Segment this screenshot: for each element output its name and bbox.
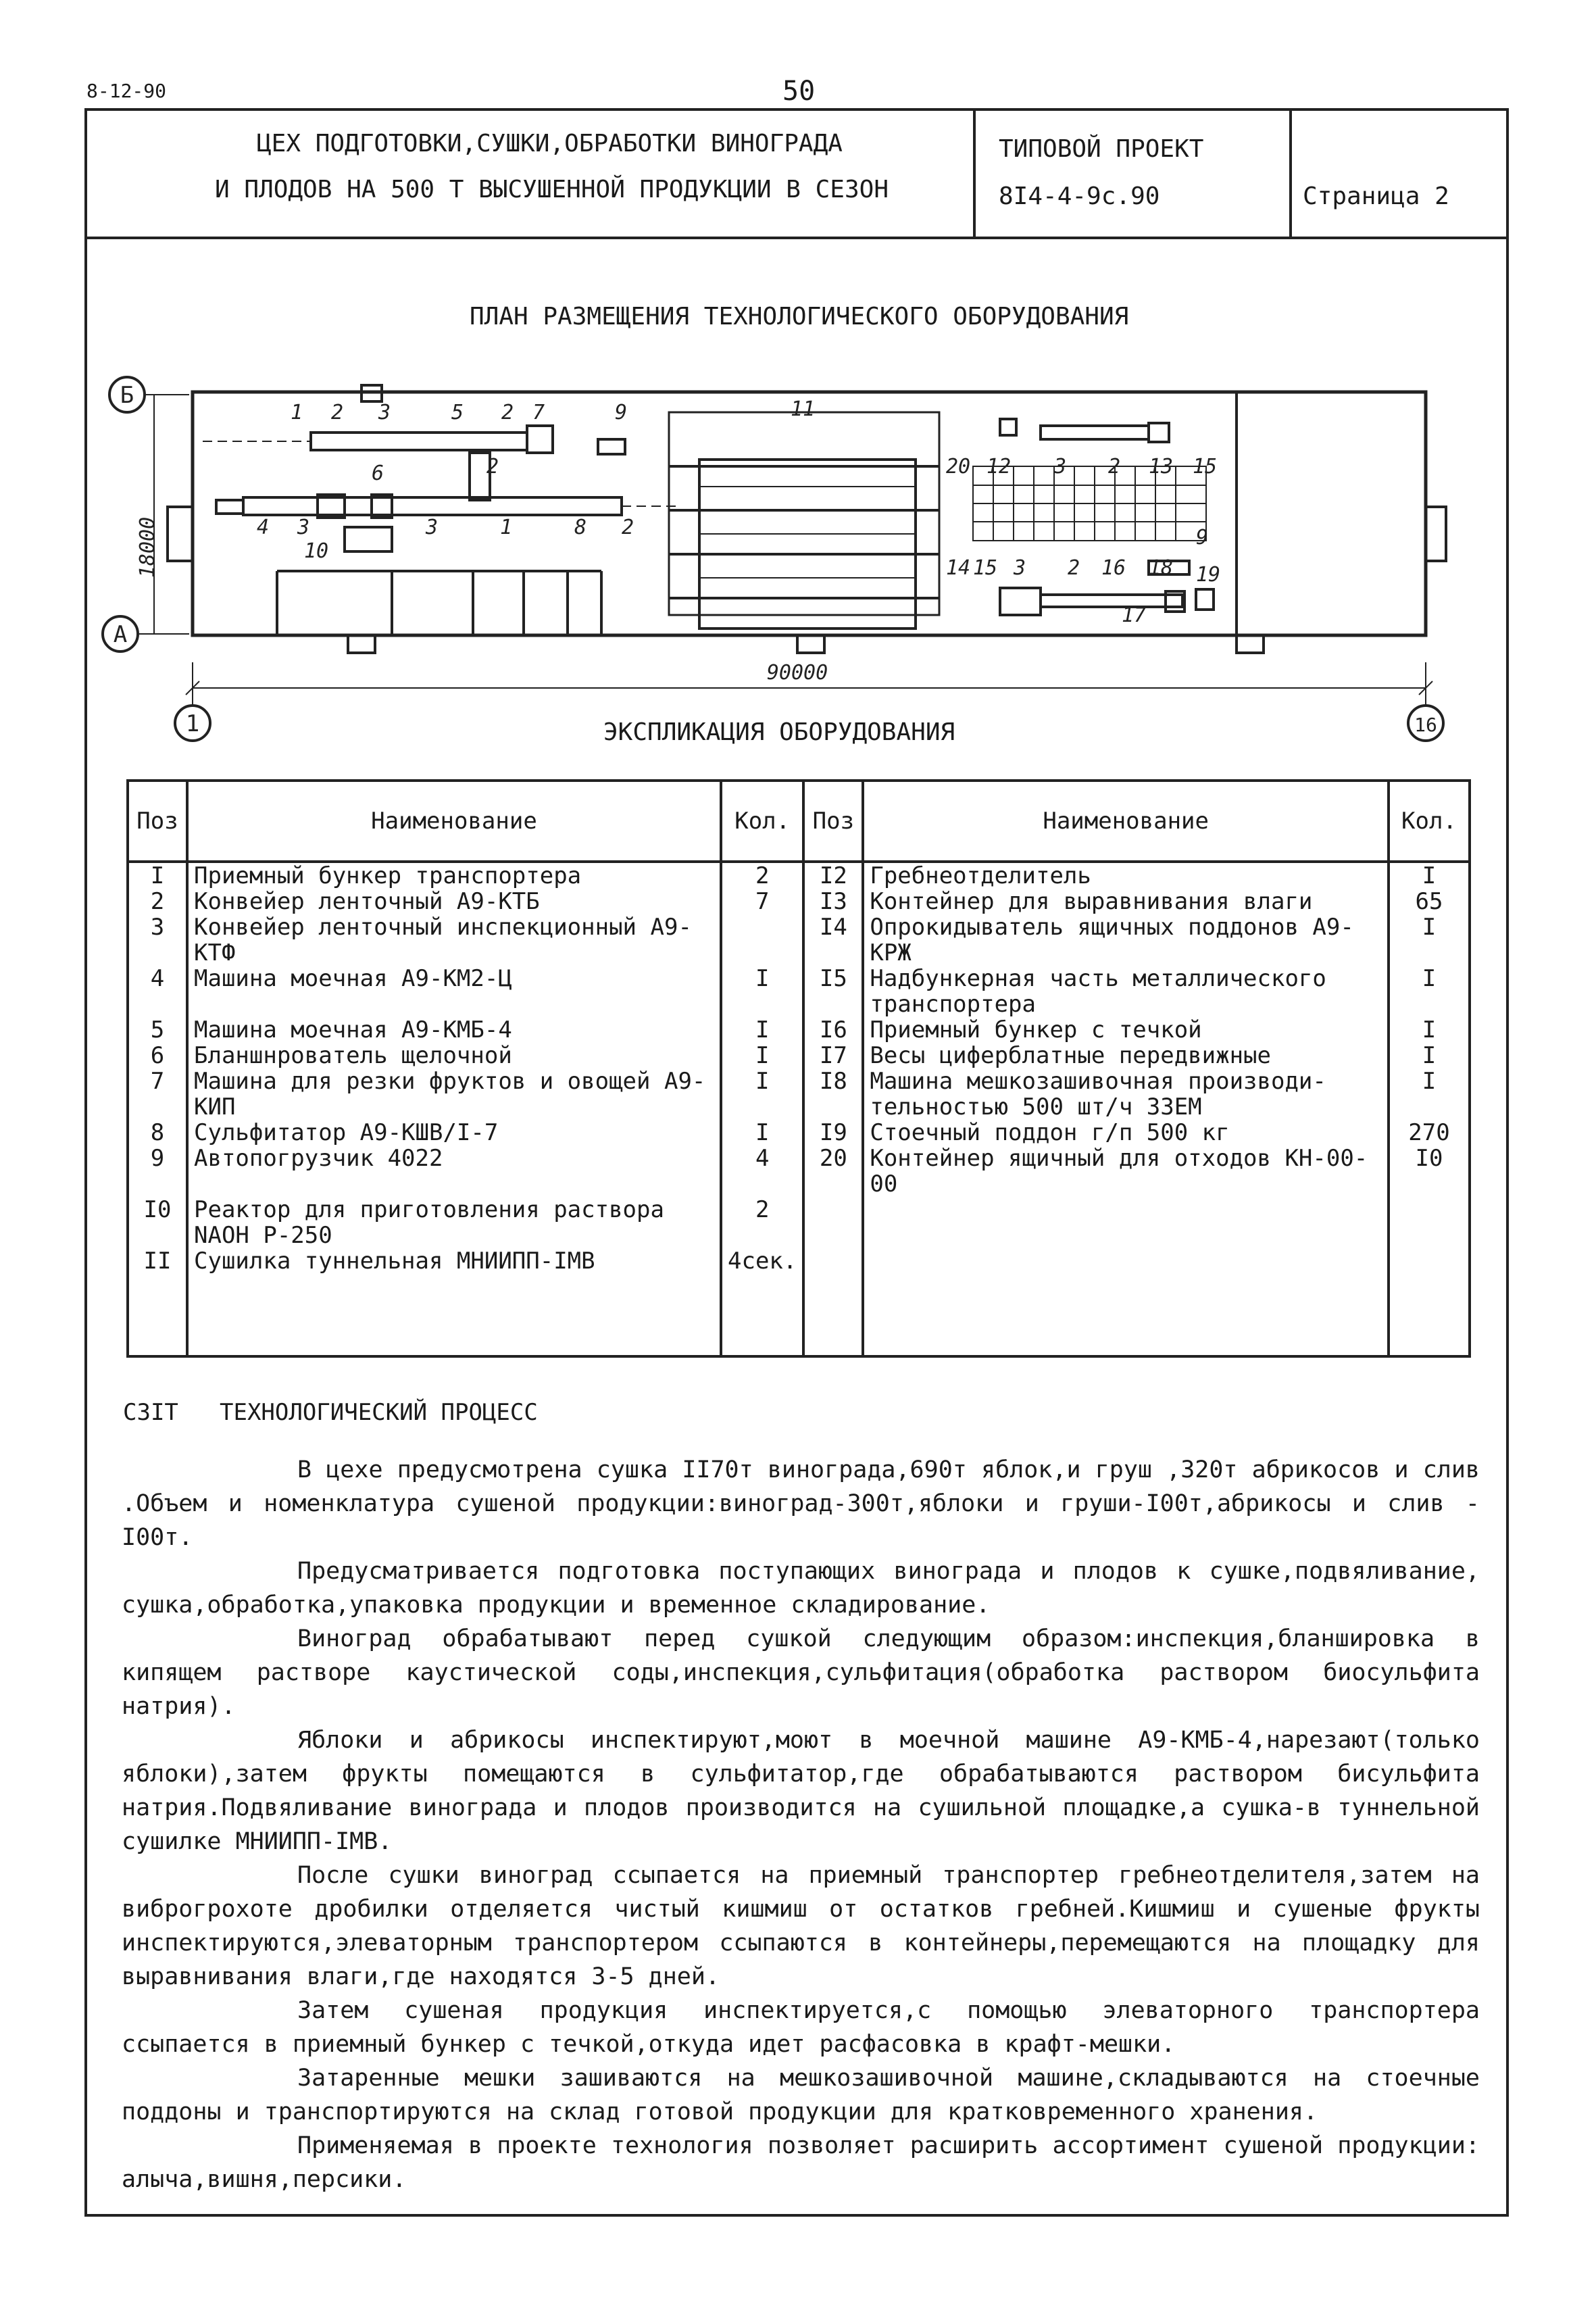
plan-label: 6 bbox=[372, 462, 384, 485]
cell-pos: 4 bbox=[128, 966, 187, 1017]
cell-qty: I0 bbox=[1389, 1146, 1470, 1197]
plan-label: 7 bbox=[532, 401, 545, 424]
cell-name: Опрокидыватель ящичных поддонов А9-КРЖ bbox=[863, 914, 1389, 966]
plan-label: 16 bbox=[1101, 556, 1126, 580]
plan-label: 15 bbox=[1193, 455, 1218, 478]
axis-marker-1 bbox=[175, 706, 210, 741]
right-equipment bbox=[1000, 419, 1214, 615]
cell-pos: 20 bbox=[803, 1146, 863, 1197]
explication-title: ЭКСПЛИКАЦИЯ ОБОРУДОВАНИЯ bbox=[603, 718, 955, 746]
cell-qty: I bbox=[721, 1043, 803, 1068]
axis-label-16: 16 bbox=[1414, 714, 1437, 736]
cell-qty: 4 bbox=[721, 1146, 803, 1197]
plan-label: 3 bbox=[297, 516, 310, 539]
plan-label: 2 bbox=[331, 401, 344, 424]
cell-name bbox=[863, 1197, 1389, 1248]
cell-pos: I0 bbox=[128, 1197, 187, 1248]
page-label: Страница 2 bbox=[1303, 182, 1449, 210]
plan-label: 19 bbox=[1196, 563, 1221, 587]
cell-qty: I bbox=[721, 1017, 803, 1043]
process-paragraph: Применяемая в проекте технология позволяет расширить ассортимент сушеной продукции: алыча,вишня,персики. bbox=[122, 2132, 1480, 2193]
cell-empty bbox=[863, 1274, 1389, 1356]
cell-pos: I3 bbox=[803, 889, 863, 914]
table-row bbox=[128, 889, 1470, 914]
page-number: 50 bbox=[782, 76, 816, 107]
cell-qty: I bbox=[721, 1068, 803, 1120]
col-header-qty: Кол. bbox=[721, 781, 803, 862]
cell-name: Приемный бункер транспортера bbox=[187, 862, 721, 889]
cell-empty bbox=[128, 1274, 187, 1356]
cell-empty bbox=[803, 1274, 863, 1356]
plan-label: 2 bbox=[501, 401, 514, 424]
cell-qty: I bbox=[1389, 914, 1470, 966]
cell-qty: I bbox=[1389, 1068, 1470, 1120]
process-paragraph: В цехе предусмотрена сушка II70т винограда,690т яблок,и груш ,320т абрикосов и слив .Объем и номенклатура сушеной продукции:виноград-300т,яблоки и груши-I00т,абрикосы и слив -I00т. bbox=[122, 1456, 1480, 1551]
explication-body bbox=[128, 862, 1470, 1356]
table-row bbox=[128, 966, 1470, 1017]
axis-marker-b bbox=[109, 377, 145, 412]
plan-label: 18 bbox=[1149, 556, 1174, 580]
cell-pos: 6 bbox=[128, 1043, 187, 1068]
plan-label: 9 bbox=[1196, 526, 1209, 549]
cell-pos: I6 bbox=[803, 1017, 863, 1043]
cell-qty: 2 bbox=[721, 862, 803, 889]
axis-marker-a bbox=[103, 616, 138, 651]
table-row bbox=[128, 1120, 1470, 1146]
cell-pos: I2 bbox=[803, 862, 863, 889]
plan-title: ПЛАН РАЗМЕЩЕНИЯ ТЕХНОЛОГИЧЕСКОГО ОБОРУДОВАНИЯ bbox=[470, 303, 1129, 330]
cell-pos: I9 bbox=[803, 1120, 863, 1146]
plan-label: 3 bbox=[1054, 455, 1067, 478]
cell-empty bbox=[187, 1274, 721, 1356]
cell-qty bbox=[1389, 1197, 1470, 1248]
table-row bbox=[128, 1017, 1470, 1043]
cell-empty bbox=[721, 1274, 803, 1356]
plan-label: 10 bbox=[304, 539, 329, 563]
axis-marker-16 bbox=[1408, 706, 1443, 741]
cell-qty bbox=[1389, 1248, 1470, 1274]
plan-label: 13 bbox=[1149, 455, 1174, 478]
plan-label: 8 bbox=[574, 516, 587, 539]
cell-name: Надбункерная часть металлического транспортера bbox=[863, 966, 1389, 1017]
cell-qty bbox=[721, 914, 803, 966]
cell-qty: I bbox=[1389, 1017, 1470, 1043]
cell-qty: I bbox=[721, 966, 803, 1017]
table-row bbox=[128, 1248, 1470, 1274]
process-text bbox=[122, 1453, 1480, 2196]
cell-name: Сушилка туннельная МНИИПП-IМВ bbox=[187, 1248, 721, 1274]
plan-label: 20 bbox=[946, 455, 971, 478]
cell-pos: I5 bbox=[803, 966, 863, 1017]
cell-name: Весы циферблатные передвижные bbox=[863, 1043, 1389, 1068]
plan-label: 17 bbox=[1122, 604, 1147, 627]
cell-name: Гребнеотделитель bbox=[863, 862, 1389, 889]
table-row bbox=[128, 862, 1470, 889]
cell-qty: 7 bbox=[721, 889, 803, 914]
table-row-empty bbox=[128, 1274, 1470, 1356]
col-header-pos: Поз bbox=[803, 781, 863, 862]
cell-name: Машина для резки фруктов и овощей А9-КИП bbox=[187, 1068, 721, 1120]
cell-name: Машина мешкозашивочная производи-тельностью 500 шт/ч ЗЗЕМ bbox=[863, 1068, 1389, 1120]
col-header-name: Наименование bbox=[863, 781, 1389, 862]
cell-name: Контейнер ящичный для отходов КН-00-00 bbox=[863, 1146, 1389, 1197]
plan-label: 5 bbox=[451, 401, 464, 424]
cell-pos: II bbox=[128, 1248, 187, 1274]
cell-pos: I8 bbox=[803, 1068, 863, 1120]
cell-qty: I bbox=[1389, 1043, 1470, 1068]
explication-table bbox=[126, 779, 1471, 1358]
axis-label-b: Б bbox=[120, 382, 134, 409]
plan-label: 3 bbox=[426, 516, 439, 539]
cell-qty: 65 bbox=[1389, 889, 1470, 914]
cell-name: Машина моечная А9-КМ2-Ц bbox=[187, 966, 721, 1017]
plan-label: 11 bbox=[791, 397, 816, 421]
col-header-qty: Кол. bbox=[1389, 781, 1470, 862]
table-row bbox=[128, 1146, 1470, 1197]
cell-name: Конвейер ленточный А9-КТБ bbox=[187, 889, 721, 914]
cell-name bbox=[863, 1248, 1389, 1274]
project-label: ТИПОВОЙ ПРОЕКТ bbox=[999, 135, 1204, 163]
plan-label: 3 bbox=[378, 401, 391, 424]
cell-name: Приемный бункер с течкой bbox=[863, 1017, 1389, 1043]
cell-name: Автопогрузчик 4022 bbox=[187, 1146, 721, 1197]
cell-name: Машина моечная А9-КМБ-4 bbox=[187, 1017, 721, 1043]
title-line-1: ЦЕХ ПОДГОТОВКИ,СУШКИ,ОБРАБОТКИ ВИНОГРАДА bbox=[257, 130, 843, 157]
title-block-sep-1 bbox=[973, 108, 976, 238]
cell-pos: 2 bbox=[128, 889, 187, 914]
cell-pos: 8 bbox=[128, 1120, 187, 1146]
corner-mark: 8-12-90 bbox=[86, 80, 167, 102]
cell-pos: I bbox=[128, 862, 187, 889]
project-code: 8I4-4-9с.90 bbox=[999, 182, 1160, 210]
plan-label: 12 bbox=[987, 455, 1012, 478]
process-paragraph: Яблоки и абрикосы инспектируют,моют в моечной машине А9-КМБ-4,нарезают(только яблоки),затем фрукты помещаются в сульфитатор,где обрабатываются раствором бисульфита натрия.Подвяливание винограда и плодов производится на сушильной площадке,а сушка-в туннельной сушилке МНИИПП-IМВ. bbox=[122, 1727, 1480, 1855]
height-dim-label: 18000 bbox=[136, 516, 159, 578]
plan-label: 1 bbox=[291, 401, 303, 424]
cell-qty: I bbox=[1389, 966, 1470, 1017]
cell-pos bbox=[803, 1248, 863, 1274]
cell-pos: I7 bbox=[803, 1043, 863, 1068]
plan-label: 2 bbox=[622, 516, 634, 539]
cell-name: Бланшнрователь щелочной bbox=[187, 1043, 721, 1068]
table-row bbox=[128, 1068, 1470, 1120]
plan-label: 9 bbox=[615, 401, 628, 424]
axis-label-1: 1 bbox=[185, 710, 200, 737]
cell-empty bbox=[1389, 1274, 1470, 1356]
title-block-divider bbox=[84, 237, 1509, 239]
axis-label-a: А bbox=[113, 621, 128, 648]
cell-qty: 2 bbox=[721, 1197, 803, 1248]
cell-name: Стоечный поддон г/п 500 кг bbox=[863, 1120, 1389, 1146]
cell-pos: 5 bbox=[128, 1017, 187, 1043]
process-paragraph: Затем сушеная продукция инспектируется,с помощью элеваторного транспортера ссыпается в приемный бункер с течкой,откуда идет расфасовка в крафт-мешки. bbox=[122, 1997, 1480, 2058]
col-header-name: Наименование bbox=[187, 781, 721, 862]
plan-label: 15 bbox=[973, 556, 998, 580]
table-row bbox=[128, 1043, 1470, 1068]
process-paragraph: После сушки виноград ссыпается на приемный транспортер гребнеотделителя,затем на виброгрохоте дробилки отделяется чистый кишмиш от остатков гребней.Кишмиш и сушеные фрукты инспектируются,элеваторным транспортером ссыпаются в контейнеры,перемещаются на площадку для выравнивания влаги,где находятся 3-5 дней. bbox=[122, 1862, 1480, 1990]
cell-qty: 270 bbox=[1389, 1120, 1470, 1146]
plan-label: 2 bbox=[487, 455, 499, 478]
service-rooms bbox=[277, 571, 601, 635]
table-row bbox=[128, 914, 1470, 966]
cell-pos: 7 bbox=[128, 1068, 187, 1120]
title-block-sep-2 bbox=[1289, 108, 1292, 238]
cell-qty: 4сек. bbox=[721, 1248, 803, 1274]
cell-name: Реактор для приготовления раствора NAOH Р-250 bbox=[187, 1197, 721, 1248]
cell-pos: I4 bbox=[803, 914, 863, 966]
tunnel-dryer bbox=[669, 412, 939, 629]
process-heading: ТЕХНОЛОГИЧЕСКИЙ ПРОЦЕСС bbox=[220, 1399, 538, 1426]
title-line-2: И ПЛОДОВ НА 500 Т ВЫСУШЕННОЙ ПРОДУКЦИИ В СЕЗОН bbox=[215, 176, 889, 203]
plan-label: 2 bbox=[1068, 556, 1080, 580]
cell-qty: I bbox=[721, 1120, 803, 1146]
cell-name: Конвейер ленточный инспекционный А9-КТФ bbox=[187, 914, 721, 966]
col-header-pos: Поз bbox=[128, 781, 187, 862]
process-paragraph: Предусматривается подготовка поступающих винограда и плодов к сушке,подвяливание, сушка,обработка,упаковка продукции и временное складирование. bbox=[122, 1558, 1480, 1619]
plan-label: 1 bbox=[500, 516, 513, 539]
cell-name: Сульфитатор А9-КШВ/I-7 bbox=[187, 1120, 721, 1146]
cell-pos: 9 bbox=[128, 1146, 187, 1197]
cell-name: Контейнер для выравнивания влаги bbox=[863, 889, 1389, 914]
cell-qty: I bbox=[1389, 862, 1470, 889]
process-paragraph: Виноград обрабатывают перед сушкой следующим образом:инспекция,бланшировка в кипящем растворе каустической соды,инспекция,сульфитация(обработка раствором биосульфита натрия). bbox=[122, 1625, 1480, 1720]
floor-plan bbox=[95, 365, 1487, 757]
conveyor-line-lower bbox=[216, 439, 676, 551]
plan-label: 14 bbox=[946, 556, 971, 580]
process-code: СЗIТ bbox=[123, 1399, 178, 1426]
plan-label: 4 bbox=[257, 516, 270, 539]
cell-pos bbox=[803, 1197, 863, 1248]
process-paragraph: Затаренные мешки зашиваются на мешкозашивочной машине,складываются на стоечные поддоны и транспортируются на склад готовой продукции для кратковременного хранения. bbox=[122, 2065, 1480, 2125]
width-dim-label: 90000 bbox=[766, 661, 828, 685]
cell-pos: 3 bbox=[128, 914, 187, 966]
plan-label: 3 bbox=[1014, 556, 1026, 580]
table-row bbox=[128, 1197, 1470, 1248]
plan-label: 2 bbox=[1108, 455, 1121, 478]
